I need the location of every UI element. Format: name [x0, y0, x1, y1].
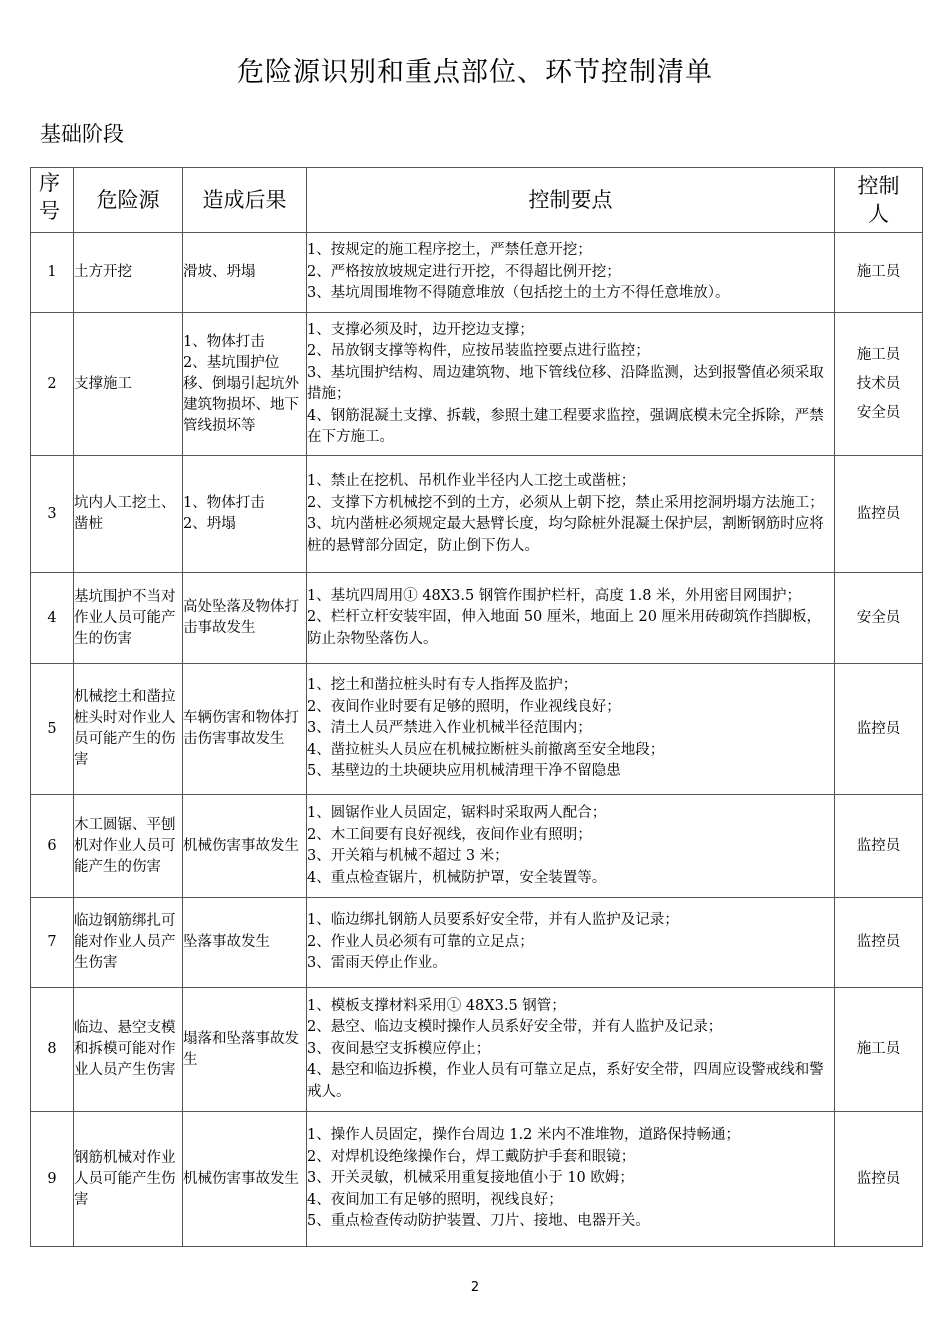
controller-name: 安全员: [856, 404, 901, 421]
control-points-cell: [307, 313, 835, 456]
hazard-cell: 坑内人工挖土、凿桩: [74, 456, 183, 573]
row-number: 4: [31, 573, 74, 664]
controller-name: 安全员: [856, 609, 901, 626]
control-points-cell: [307, 898, 835, 988]
page-title: 危险源识别和重点部位、环节控制清单: [237, 57, 713, 88]
control-point: 2、吊放钢支撑等构件，应按吊装监控要点进行监控；: [307, 343, 650, 359]
consequence-cell: [183, 573, 307, 664]
control-point: 3、雷雨天停止作业。: [307, 955, 447, 972]
control-point: 4、悬空和临边拆模，作业人员有可靠立足点，系好安全带，四周应设警戒线和警戒人。: [307, 1062, 824, 1100]
control-points-cell: [307, 988, 835, 1112]
table-row: [31, 664, 923, 795]
consequence-line: 高处坠落及物体打击事故发生: [183, 599, 299, 636]
controller-name: 技术员: [856, 375, 901, 392]
table-row: [31, 795, 923, 898]
controller-name: 监控员: [856, 505, 901, 522]
row-number: 6: [31, 795, 74, 898]
control-point: 3、夜间悬空支拆模应停止；: [307, 1040, 491, 1057]
control-point: 3、开关灵敏，机械采用重复接地值小于 10 欧姆；: [307, 1170, 634, 1187]
header-points: 控制要点: [307, 168, 835, 233]
header-consequence: 造成后果: [183, 168, 307, 233]
control-point: 1、模板支撑材料采用① 48X3.5 钢管；: [307, 997, 566, 1014]
table-row: [31, 898, 923, 988]
consequence-line: 滑坡、坍塌: [183, 264, 256, 280]
table-row: [31, 456, 923, 573]
control-point: 1、基坑四周用① 48X3.5 钢管作围护栏杆，高度 1.8 米，外用密目网围护；: [307, 587, 802, 604]
row-number: 7: [31, 898, 74, 988]
hazard-cell: 木工圆锯、平刨机对作业人员可能产生的伤害: [74, 795, 183, 898]
control-point: 2、作业人员必须有可靠的立足点；: [307, 933, 534, 950]
control-point: 2、对焊机设绝缘操作台，焊工戴防护手套和眼镜；: [307, 1148, 636, 1165]
row-number: 2: [31, 313, 74, 456]
controller-cell: [835, 988, 923, 1112]
controller-name: 监控员: [856, 1170, 901, 1187]
section-heading: 基础阶段: [40, 122, 124, 146]
consequence-line: 1、物体打击: [183, 495, 265, 511]
control-points-cell: [307, 456, 835, 573]
consequence-line: 机械伤害事故发生: [183, 837, 299, 854]
table-header-row: [31, 168, 923, 233]
control-point: 3、清土人员严禁进入作业机械半径范围内；: [307, 720, 592, 737]
consequence-line: 1、物体打击: [183, 333, 265, 350]
control-point: 1、挖土和凿拉桩头时有专人指挥及监护；: [307, 677, 578, 694]
control-point: 1、按规定的施工程序挖土，严禁任意开挖；: [307, 242, 592, 259]
control-point: 2、严格按放坡规定进行开挖，不得超比例开挖；: [307, 263, 621, 280]
control-point: 1、操作人员固定，操作台周边 1.2 米内不准堆物，道路保持畅通；: [307, 1127, 741, 1144]
consequence-cell: [183, 795, 307, 898]
consequence-line: 2、基坑围护位移、倒塌引起坑外建筑物损坏、地下管线损坏等: [183, 354, 299, 434]
hazard-cell: 临边、悬空支模和拆模可能对作业人员产生伤害: [74, 988, 183, 1112]
header-no: 序号: [31, 168, 74, 233]
control-point: 2、栏杆立杆安装牢固，伸入地面 50 厘米，地面上 20 厘米用砖砌筑作挡脚板，防止杂物坠落伤人。: [307, 609, 822, 647]
header-controller: 控制人: [835, 168, 923, 233]
hazard-cell: 基坑围护不当对作业人员可能产生的伤害: [74, 573, 183, 664]
consequence-cell: [183, 313, 307, 456]
header-hazard: 危险源: [74, 168, 183, 233]
control-point: 4、凿拉桩头人员应在机械拉断桩头前撤离至安全地段；: [307, 741, 665, 758]
control-points-cell: [307, 233, 835, 313]
controller-name: 施工员: [856, 346, 901, 363]
table-body: [31, 233, 923, 1247]
controller-name: 监控员: [856, 837, 901, 854]
row-number: 5: [31, 664, 74, 795]
control-points-cell: [307, 573, 835, 664]
controller-cell: [835, 898, 923, 988]
control-point: 3、坑内凿桩必须规定最大悬臂长度，均匀除桩外混凝土保护层，割断钢筋时应将桩的悬臂部分固定，防止倒下伤人。: [307, 516, 824, 554]
consequence-line: 坠落事故发生: [183, 934, 270, 950]
controller-cell: [835, 573, 923, 664]
row-number: 9: [31, 1112, 74, 1247]
controller-name: 监控员: [856, 720, 901, 737]
table-row: [31, 573, 923, 664]
consequence-cell: [183, 1112, 307, 1247]
consequence-line: 塌落和坠落事故发生: [183, 1030, 299, 1068]
controller-cell: [835, 664, 923, 795]
control-point: 2、支撑下方机械挖不到的土方，必须从上朝下挖，禁止采用挖洞坍塌方法施工；: [307, 494, 824, 511]
table-row: [31, 988, 923, 1112]
hazard-cell: 机械挖土和凿拉桩头时对作业人员可能产生的伤害: [74, 664, 183, 795]
table-row: [31, 313, 923, 456]
control-point: 1、圆锯作业人员固定，锯料时采取两人配合；: [307, 805, 607, 821]
row-number: 1: [31, 233, 74, 313]
hazard-table: [30, 167, 923, 1247]
control-point: 3、基坑围护结构、周边建筑物、地下管线位移、沿降监测，达到报警值必须采取措施；: [307, 364, 824, 402]
consequence-line: 机械伤害事故发生: [183, 1170, 299, 1187]
hazard-cell: 支撑施工: [74, 313, 183, 456]
control-point: 3、基坑周围堆物不得随意堆放（包括挖土的土方不得任意堆放）。: [307, 285, 730, 302]
controller-cell: [835, 1112, 923, 1247]
control-points-cell: [307, 795, 835, 898]
table-row: [31, 233, 923, 313]
controller-name: 监控员: [856, 934, 901, 950]
consequence-cell: [183, 664, 307, 795]
control-point: 2、悬空、临边支模时操作人员系好安全带，并有人监护及记录；: [307, 1019, 723, 1036]
control-point: 4、重点检查锯片，机械防护罩，安全装置等。: [307, 869, 607, 886]
control-point: 2、木工间要有良好视线，夜间作业有照明；: [307, 826, 592, 843]
consequence-line: 车辆伤害和物体打击伤害事故发生: [183, 710, 299, 747]
hazard-cell: 临边钢筋绑扎可能对作业人员产生伤害: [74, 898, 183, 988]
control-point: 2、夜间作业时要有足够的照明，作业视线良好；: [307, 698, 621, 715]
controller-cell: [835, 456, 923, 573]
row-number: 3: [31, 456, 74, 573]
hazard-cell: 土方开挖: [74, 233, 183, 313]
consequence-cell: [183, 456, 307, 573]
consequence-cell: [183, 233, 307, 313]
control-points-cell: [307, 1112, 835, 1247]
control-points-cell: [307, 664, 835, 795]
control-point: 5、基壁边的土块硬块应用机械清理干净不留隐患: [307, 763, 621, 780]
controller-cell: [835, 313, 923, 456]
control-point: 5、重点检查传动防护装置、刀片、接地、电器开关。: [307, 1213, 650, 1230]
control-point: 4、夜间加工有足够的照明，视线良好；: [307, 1191, 563, 1208]
control-point: 1、临边绑扎钢筋人员要系好安全带，并有人监护及记录；: [307, 912, 679, 929]
consequence-cell: [183, 988, 307, 1112]
controller-cell: [835, 233, 923, 313]
controller-name: 施工员: [856, 1041, 901, 1057]
controller-name: 施工员: [856, 264, 901, 280]
control-point: 4、钢筋混凝土支撑、拆载，参照土建工程要求监控，强调底模未完全拆除，严禁在下方施工。: [307, 407, 824, 445]
page-number: 2: [470, 1280, 480, 1295]
control-point: 1、支撑必须及时，边开挖边支撑；: [307, 321, 534, 338]
consequence-cell: [183, 898, 307, 988]
consequence-line: 2、坍塌: [183, 516, 236, 532]
control-point: 1、禁止在挖机、吊机作业半径内人工挖土或凿桩；: [307, 473, 636, 489]
hazard-cell: 钢筋机械对作业人员可能产生伤害: [74, 1112, 183, 1247]
row-number: 8: [31, 988, 74, 1112]
table-row: [31, 1112, 923, 1247]
controller-cell: [835, 795, 923, 898]
control-point: 3、开关箱与机械不超过 3 米；: [307, 848, 509, 864]
